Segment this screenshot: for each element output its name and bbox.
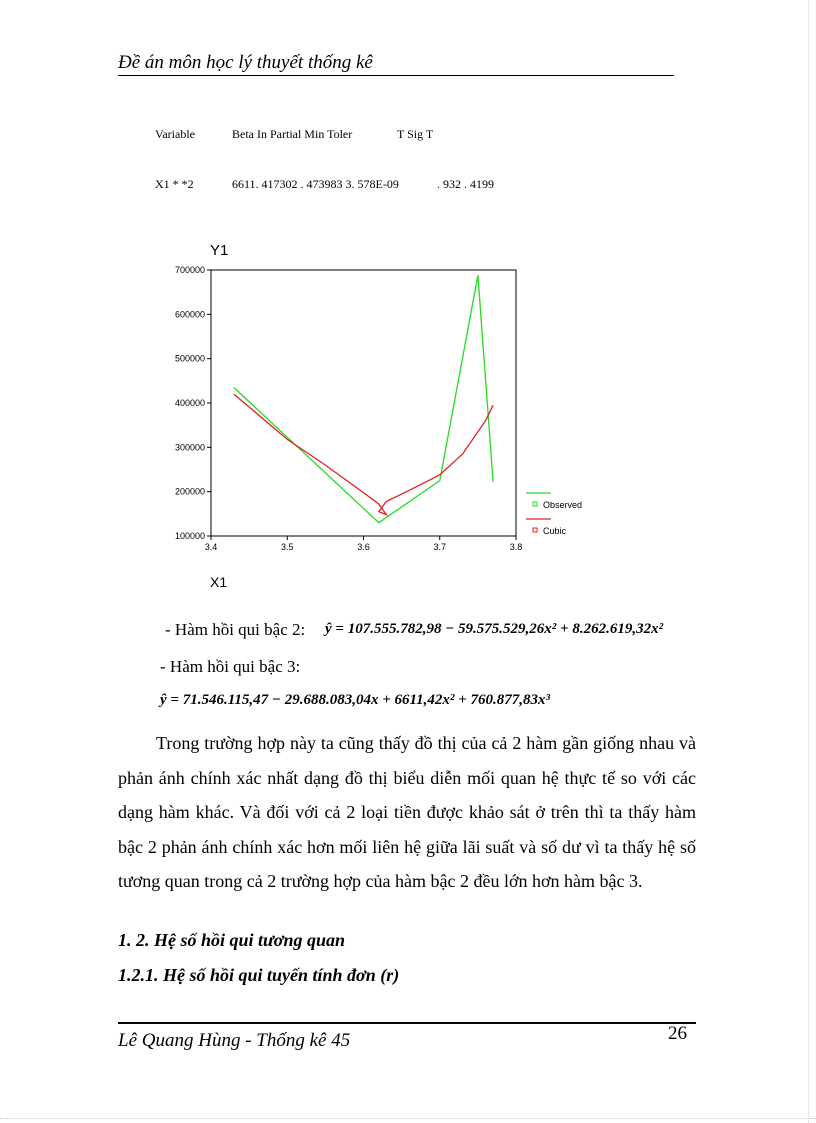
regression-chart — [140, 230, 610, 600]
footer-rule — [118, 1022, 696, 1024]
page-edge-bottom — [0, 1118, 816, 1119]
stats-col-beta: Beta In Partial Min Toler — [232, 127, 353, 141]
x-tick-label: 3.8 — [509, 542, 523, 552]
regression-formula-3: ŷ = 71.546.115,47 − 29.688.083,04x + 6611,42x² + 760.877,83x³ — [160, 692, 550, 708]
page-header: Đề án môn học lý thuyết thống kê — [118, 52, 373, 73]
subsection-heading: 1.2.1. Hệ số hồi qui tuyến tính đơn (r) — [118, 965, 400, 985]
regression-formula-2: ŷ = 107.555.782,98 − 59.575.529,26x² + 8.262.619,32x² — [325, 621, 664, 637]
y-tick-label: 200000 — [174, 486, 205, 497]
header-rule — [118, 75, 674, 76]
stats-col-variable: Variable — [155, 127, 195, 141]
y-tick-label: 100000 — [174, 531, 205, 541]
stats-col-t: T Sig T — [397, 127, 434, 141]
series-line-cubic — [234, 394, 493, 515]
legend-marker-cubic — [533, 528, 537, 532]
page-number: 26 — [668, 1023, 687, 1044]
regression-label-2: - Hàm hồi qui bậc 2: — [165, 620, 306, 639]
y-axis — [175, 265, 211, 541]
page-edge-right — [808, 0, 809, 1123]
body-paragraph — [118, 726, 696, 899]
y-tick-label: 400000 — [174, 398, 205, 408]
paragraph-text: Trong trường hợp này ta cũng thấy đồ thị của cả 2 hàm gần giống nhau và phản ánh chính xác nhất dạng đồ thị biểu diễn mối quan hệ thực tế so với các dạng hàm khác. Và đối với cả 2 loại tiền được khảo sát ở trên thì ta thấy hàm bậc 2 phản ánh chính xác hơn mối liên hệ giữa lãi suất và số dư vì ta thấy hệ số tương quan trong cả 2 trường hợp của hàm bậc 2 đều lớn hơn hàm bậc 3. — [118, 733, 696, 891]
plot-frame — [211, 270, 516, 536]
chart-legend — [526, 493, 582, 536]
stats-row-values: 6611. 417302 . 473983 3. 578E-09 — [232, 177, 399, 191]
y-tick-label: 300000 — [174, 442, 205, 453]
x-tick-label: 3.7 — [433, 542, 447, 552]
section-heading: 1. 2. Hệ số hồi qui tương quan — [118, 930, 345, 950]
y-tick-label: 500000 — [174, 353, 205, 364]
y-tick-label: 700000 — [174, 265, 205, 275]
chart-ylabel: Y1 — [210, 242, 229, 259]
footer-author: Lê Quang Hùng - Thống kê 45 — [118, 1030, 351, 1051]
chart-xlabel: X1 — [210, 574, 228, 590]
legend-marker-observed — [533, 502, 537, 506]
x-tick-label: 3.4 — [204, 542, 218, 552]
legend-label-observed: Observed — [543, 500, 583, 510]
x-tick-label: 3.5 — [280, 542, 294, 552]
stats-row-variable: X1 * *2 — [155, 177, 194, 191]
chart-series — [234, 275, 493, 522]
series-line-observed — [234, 275, 493, 522]
y-tick-label: 600000 — [174, 309, 205, 320]
regression-label-3: - Hàm hồi qui bậc 3: — [160, 657, 301, 676]
x-tick-label: 3.6 — [357, 542, 370, 552]
stats-row-t: . 932 . 4199 — [437, 177, 494, 191]
x-axis — [205, 536, 523, 552]
legend-label-cubic: Cubic — [543, 526, 567, 536]
